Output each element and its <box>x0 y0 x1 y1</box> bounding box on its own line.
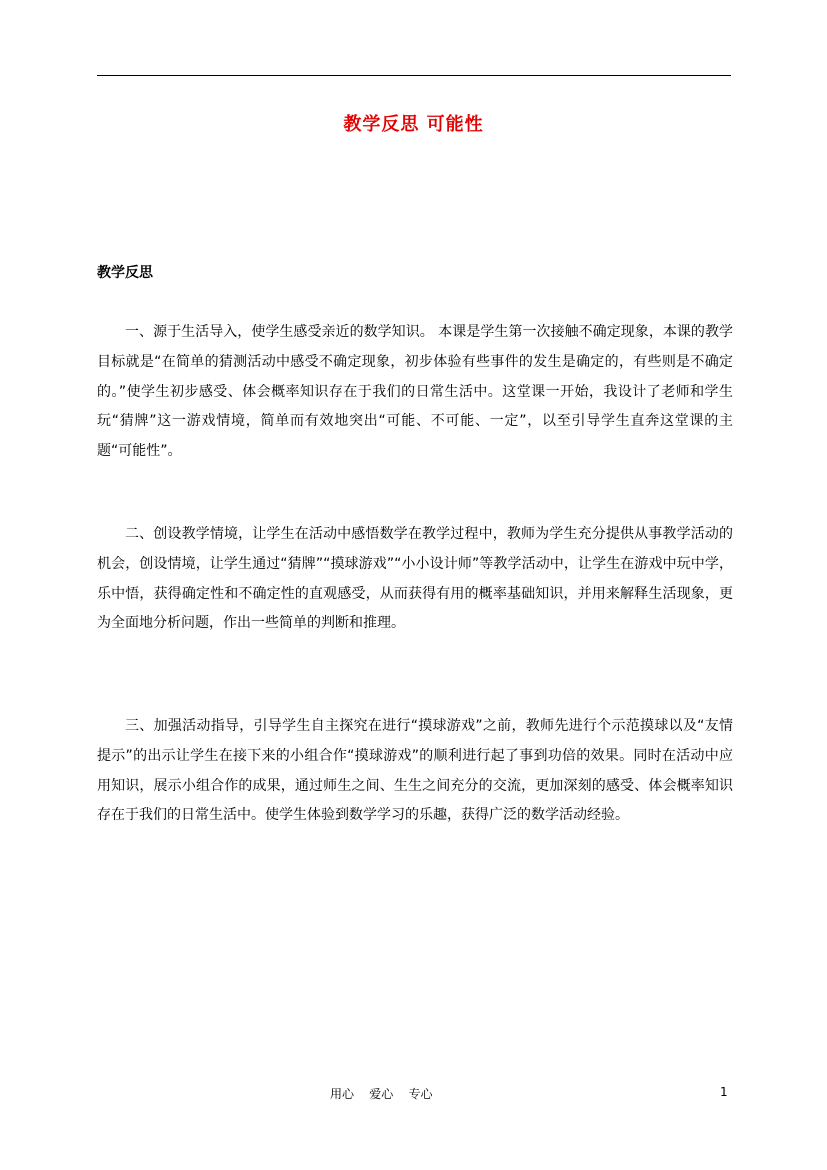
paragraph-3: 三、加强活动指导，引导学生自主探究在进行“摸球游戏”之前，教师先进行个示范摸球以及“友情提示”的出示让学生在接下来的小组合作“摸球游戏”的顺利进行起了事到功倍的效果。同时在活动中应用知识，展示小组合作的成果，通过师生之间、生生之间充分的交流，更加深刻的感受、体会概率知识存在于我们的日常生活中。使学生体验到数学学习的乐趣，获得广泛的数学活动经验。 <box>97 718 733 824</box>
section-heading: 教学反思 <box>97 265 153 281</box>
page-number: 1 <box>720 1085 728 1099</box>
paragraph-1: 一、源于生活导入，使学生感受亲近的数学知识。 本课是学生第一次接触不确定现象，本课的教学目标就是“在简单的猜测活动中感受不确定现象，初步体验有些事件的发生是确定的，有些则是不确定的。”使学生初步感受、体会概率知识存在于我们的日常生活中。这堂课一开始，我设计了老师和学生玩“猜牌”这一游戏情境，简单而有效地突出“可能、不可能、一定”，以至引导学生直奔这堂课的主题“可能性”。 <box>97 324 733 460</box>
paragraph-2: 二、创设教学情境，让学生在活动中感悟数学在教学过程中，教师为学生充分提供从事教学活动的机会，创设情境，让学生通过“猜牌”“摸球游戏”“小小设计师”等教学活动中，让学生在游戏中玩中学，乐中悟，获得确定性和不确定性的直观感受，从而获得有用的概率基础知识，并用来解释生活现象，更为全面地分析问题，作出一些简单的判断和推理。 <box>97 526 733 632</box>
document-title: 教学反思 可能性 <box>343 114 484 135</box>
header-rule <box>97 75 731 76</box>
footer-motto: 用心 爱心 专心 <box>330 1087 433 1101</box>
